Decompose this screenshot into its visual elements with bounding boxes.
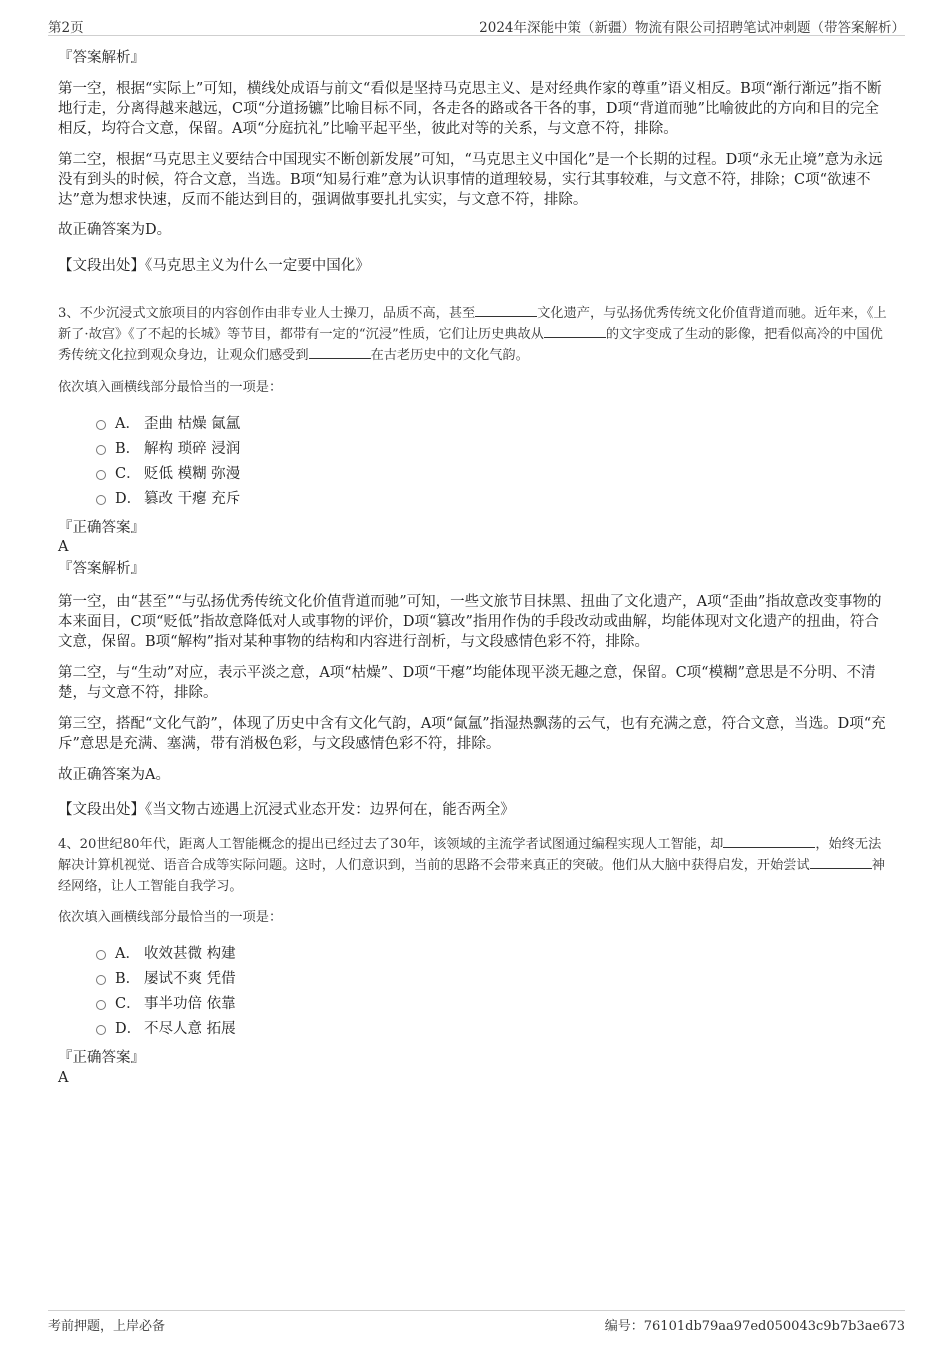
q4-correct-heading: 『正确答案』 <box>58 1050 145 1066</box>
blank-1 <box>723 834 815 848</box>
page-header <box>48 14 905 36</box>
q2-analysis-heading: 『答案解析』 <box>58 50 145 66</box>
q4-prompt: 依次填入画横线部分最恰当的一项是： <box>58 910 283 925</box>
document-title: 2024年深能中策（新疆）物流有限公司招聘笔试冲刺题（带答案解析） <box>479 20 905 36</box>
q3-analysis-para2: 第二空，与“生动”对应，表示平淡之意，A项“枯燥”、D项“干瘪”均能体现平淡无趣之意，保留。C项“模糊”意思是不分明、不清楚，与文意不符，排除。 <box>58 665 876 701</box>
q3-prompt: 依次填入画横线部分最恰当的一项是： <box>58 380 283 395</box>
q3-conclusion: 故正确答案为A。 <box>58 767 170 783</box>
q4-stem: 4、20世纪80年代，距离人工智能概念的提出已经过去了30年，该领域的主流学者试图通过编程实现人工智能，却 ，始终无法解决计算机视觉、语音合成等实际问题。这时，人们意识到，当前的思路不会带来真正的突破。他们从大脑中获得启发，开始尝试 神经网络，让人工智能自我学习。 <box>58 834 892 897</box>
q4-correct-answer: A <box>58 1070 69 1086</box>
radio-button[interactable] <box>96 470 106 480</box>
blank-3 <box>309 345 371 359</box>
page-footer <box>48 1310 905 1332</box>
blank-1 <box>475 303 537 317</box>
radio-button[interactable] <box>96 950 106 960</box>
radio-button[interactable] <box>96 975 106 985</box>
blank-2 <box>544 324 606 338</box>
radio-button[interactable] <box>96 1025 106 1035</box>
q2-conclusion: 故正确答案为D。 <box>58 222 172 238</box>
q3-analysis-para1: 第一空，由“甚至”“与弘扬优秀传统文化价值背道而驰”可知，一些文旅节目抹黑、扭曲了文化遗产，A项“歪曲”指故意改变事物的本来面目，C项“贬低”指故意降低对人或事物的评价，D项“篡改”指用作伪的手段改动或曲解，均能体现对文化遗产的扭曲，符合文意，保留。B项“解构”指对某种事物的结构和内容进行剖析，与文段感情色彩不符，排除。 <box>58 594 882 650</box>
document-id: 编号：76101db79aa97ed050043c9b7b3ae673 <box>604 1319 905 1334</box>
radio-button[interactable] <box>96 445 106 455</box>
page-number: 第2页 <box>48 20 84 36</box>
q3-correct-answer: A <box>58 539 69 555</box>
q2-source: 【文段出处】《马克思主义为什么一定要中国化》 <box>58 258 370 274</box>
radio-button[interactable] <box>96 495 106 505</box>
blank-2 <box>810 855 872 869</box>
radio-button[interactable] <box>96 1000 106 1010</box>
q2-analysis-para2: 第二空，根据“马克思主义要结合中国现实不断创新发展”可知，“马克思主义中国化”是一个长期的过程。D项“永无止境”意为永远没有到头的时候，符合文意，当选。B项“知易行难”意为认识事情的道理较易，实行其事较难，与文意不符，排除；C项“欲速不达”意为想求快速，反而不能达到目的，强调做事要扎扎实实，与文意不符，排除。 <box>58 152 883 208</box>
q3-source: 【文段出处】《当文物古迹遇上沉浸式业态开发：边界何在，能否两全》 <box>58 802 515 818</box>
q2-analysis-para1: 第一空，根据“实际上”可知，横线处成语与前文“看似是坚持马克思主义、是对经典作家的尊重”语义相反。B项“渐行渐远”指不断地行走，分离得越来越远，C项“分道扬镳”比喻目标不同，各走各的路或各干各的事，D项“背道而驰”比喻彼此的方向和目的完全相反，均符合文意，保留。A项“分庭抗礼”比喻平起平坐，彼此对等的关系，与文意不符，排除。 <box>58 81 882 137</box>
radio-button[interactable] <box>96 420 106 430</box>
q3-correct-heading: 『正确答案』 <box>58 520 145 536</box>
q3-stem: 3、不少沉浸式文旅项目的内容创作由非专业人士操刀，品质不高，甚至 文化遗产，与弘扬优秀传统文化价值背道而驰。近年来，《上新了·故宫》《了不起的长城》等节目，都带有一定的“沉浸”性质，它们让历史典故从 的文字变成了生动的影像，把看似高冷的中国优秀传统文化拉到观众身边，让观众们感受到 在古老历史中的文化气韵。 <box>58 303 892 366</box>
q3-analysis-heading: 『答案解析』 <box>58 561 145 577</box>
footer-slogan: 考前押题，上岸必备 <box>48 1319 166 1334</box>
q3-analysis-para3: 第三空，搭配“文化气韵”，体现了历史中含有文化气韵，A项“氤氲”指湿热飘荡的云气，也有充满之意，符合文意，当选。D项“充斥”意思是充满、塞满，带有消极色彩，与文段感情色彩不符，排除。 <box>58 716 886 752</box>
